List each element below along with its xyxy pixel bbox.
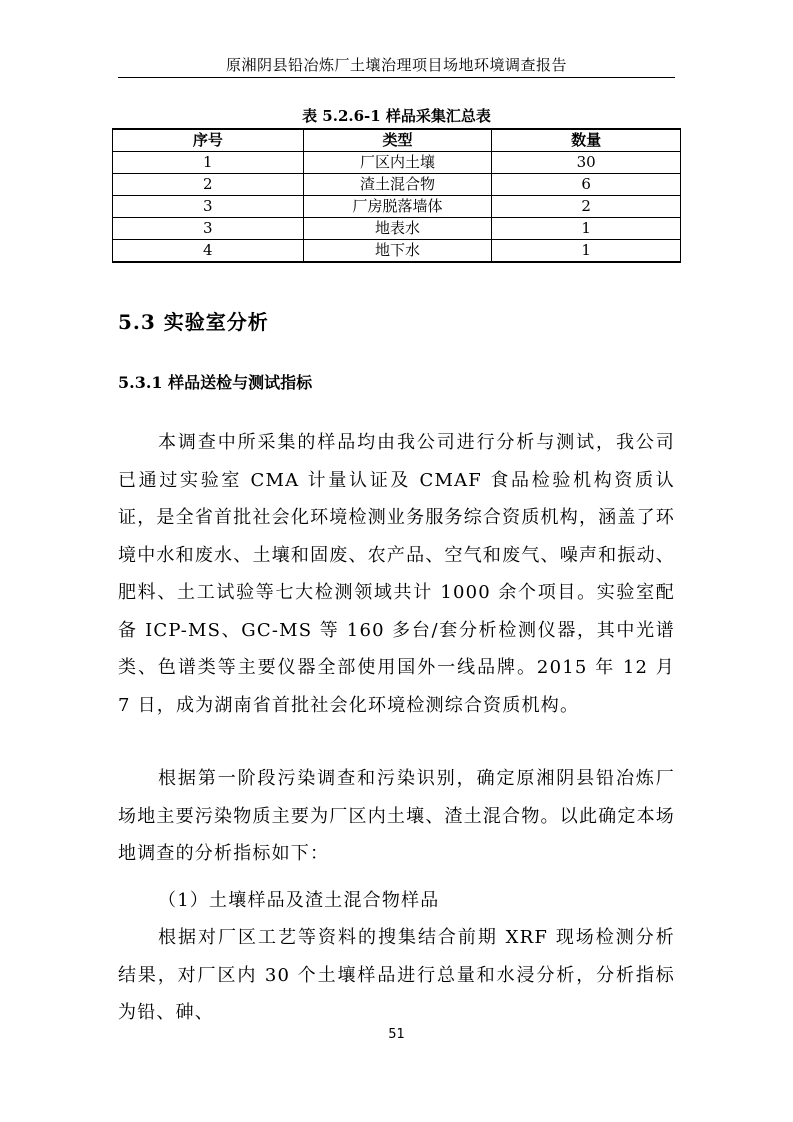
cell-quantity: 1 xyxy=(492,240,681,263)
cell-type: 厂房脱落墙体 xyxy=(303,196,492,218)
cell-type: 地表水 xyxy=(303,218,492,240)
table-row xyxy=(113,152,681,174)
list-item-soil-samples xyxy=(118,882,675,920)
paragraph-soil-analysis xyxy=(118,919,675,1032)
paragraph-text: 根据对厂区工艺等资料的搜集结合前期 XRF 现场检测分析结果，对厂区内 30 个土壤样品进行总量和水浸分析，分析指标为铅、砷、 xyxy=(118,927,675,1023)
cell-index: 3 xyxy=(113,218,304,240)
column-header-type: 类型 xyxy=(303,129,492,152)
table-row xyxy=(113,240,681,263)
running-header: 原湘阴县铅冶炼厂土壤治理项目场地环境调查报告 xyxy=(225,56,567,74)
paragraph-text: （1）土壤样品及渣土混合物样品 xyxy=(158,890,440,911)
cell-quantity: 30 xyxy=(492,152,681,174)
cell-type: 渣土混合物 xyxy=(303,174,492,196)
table-caption: 表 5.2.6-1 样品采集汇总表 xyxy=(302,107,491,125)
cell-type: 地下水 xyxy=(303,240,492,263)
cell-index: 3 xyxy=(113,196,304,218)
cell-index: 2 xyxy=(113,174,304,196)
section-heading: 5.3 实验室分析 xyxy=(118,310,269,334)
cell-quantity: 2 xyxy=(492,196,681,218)
header-divider xyxy=(118,77,675,78)
sample-summary-table xyxy=(112,128,681,263)
column-header-index: 序号 xyxy=(113,129,304,152)
paragraph-lab-qualification xyxy=(118,424,675,724)
table-row xyxy=(113,218,681,240)
paragraph-text: 根据第一阶段污染调查和污染识别，确定原湘阴县铅冶炼厂场地主要污染物质主要为厂区内土壤、渣土混合物。以此确定本场地调查的分析指标如下： xyxy=(118,768,675,864)
paragraph-text: 本调查中所采集的样品均由我公司进行分析与测试，我公司已通过实验室 CMA 计量认证及 CMAF 食品检验机构资质认证，是全省首批社会化环境检测业务服务综合资质机构，涵盖了环境中水和废水、土壤和固废、农产品、空气和废气、噪声和振动、肥料、土工试验等七大检测领域共计 1000 余个项目。实验室配备 ICP-MS、GC-MS 等 160 多台/套分析检测仪器，其中光谱类、色谱类等主要仪器全部使用国外一线品牌。2015 年 12 月 7 日，成为湖南省首批社会化环境检测综合资质机构。 xyxy=(118,432,675,716)
cell-quantity: 1 xyxy=(492,218,681,240)
table-row xyxy=(113,174,681,196)
table-row xyxy=(113,196,681,218)
paragraph-analysis-basis xyxy=(118,760,675,873)
cell-index: 4 xyxy=(113,240,304,263)
page-number: 51 xyxy=(388,1027,405,1042)
table-header-row xyxy=(113,129,681,152)
subsection-heading: 5.3.1 样品送检与测试指标 xyxy=(118,373,313,392)
cell-type: 厂区内土壤 xyxy=(303,152,492,174)
cell-quantity: 6 xyxy=(492,174,681,196)
cell-index: 1 xyxy=(113,152,304,174)
column-header-quantity: 数量 xyxy=(492,129,681,152)
